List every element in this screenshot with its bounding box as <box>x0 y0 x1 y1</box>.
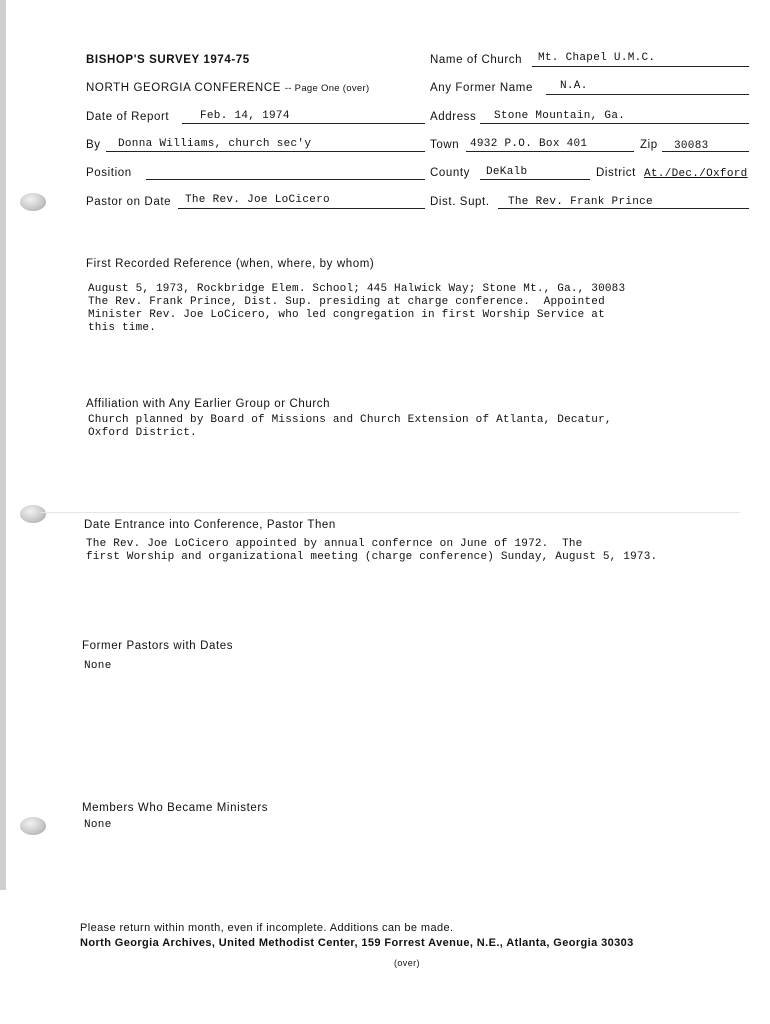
town-line <box>466 151 634 152</box>
footer-address: North Georgia Archives, United Methodist Center, 159 Forrest Avenue, N.E., Atlanta, Georgia 30303 <box>80 937 634 949</box>
faint-fold-line <box>40 512 740 513</box>
former-name-label: Any Former Name <box>430 82 533 94</box>
affiliation-label: Affiliation with Any Earlier Group or Church <box>86 398 331 410</box>
entrance-line: The Rev. Joe LoCicero appointed by annual confernce on June of 1972. The <box>86 538 583 550</box>
county-line <box>480 179 590 180</box>
by-value: Donna Williams, church sec'y <box>118 138 312 150</box>
affiliation-line: Oxford District. <box>88 427 197 439</box>
entrance-text <box>86 538 657 564</box>
date-of-report-line <box>182 123 425 124</box>
district-label: District <box>596 167 636 179</box>
town-value: 4932 P.O. Box 401 <box>470 138 588 150</box>
first-reference-text <box>88 283 625 335</box>
date-of-report-value: Feb. 14, 1974 <box>200 110 290 122</box>
zip-label: Zip <box>640 139 658 151</box>
by-line <box>106 151 425 152</box>
first-reference-label: First Recorded Reference (when, where, by whom) <box>86 258 375 270</box>
former-pastors-value: None <box>84 660 112 672</box>
conference-name: NORTH GEORGIA CONFERENCE <box>86 82 282 94</box>
address-value: Stone Mountain, Ga. <box>494 110 626 122</box>
pastor-on-date-value: The Rev. Joe LoCicero <box>185 194 330 206</box>
page-edge-shadow <box>0 0 6 890</box>
first-reference-line: this time. <box>88 322 157 334</box>
conference-title <box>86 82 369 94</box>
date-of-report-label: Date of Report <box>86 111 170 123</box>
punch-hole <box>20 193 46 211</box>
former-name-line <box>546 94 749 95</box>
former-name-value: N.A. <box>560 80 588 92</box>
town-label: Town <box>430 139 460 151</box>
first-reference-line: The Rev. Frank Prince, Dist. Sup. presiding at charge conference. Appointed <box>88 296 605 308</box>
pastor-on-date-line <box>178 208 425 209</box>
district-value: At./Dec./Oxford <box>644 168 748 180</box>
affiliation-text <box>88 414 612 440</box>
address-line <box>480 123 749 124</box>
dist-supt-label: Dist. Supt. <box>430 196 490 208</box>
address-label: Address <box>430 111 477 123</box>
pastor-on-date-label: Pastor on Date <box>86 196 172 208</box>
name-of-church-label: Name of Church <box>430 54 523 66</box>
members-ministers-label: Members Who Became Ministers <box>82 802 269 814</box>
county-label: County <box>430 167 471 179</box>
footer-over: (over) <box>394 958 420 968</box>
first-reference-line: August 5, 1973, Rockbridge Elem. School; 445 Halwick Way; Stone Mt., Ga., 30083 <box>88 283 626 295</box>
name-of-church-line <box>532 66 749 67</box>
punch-hole <box>20 817 46 835</box>
dist-supt-line <box>498 208 749 209</box>
by-label: By <box>86 139 101 151</box>
members-ministers-value: None <box>84 819 112 831</box>
footer-instructions: Please return within month, even if incomplete. Additions can be made. <box>80 922 454 934</box>
first-reference-line: Minister Rev. Joe LoCicero, who led congregation in first Worship Service at <box>88 309 605 321</box>
entrance-line: first Worship and organizational meeting (charge conference) Sunday, August 5, 1973. <box>86 551 658 563</box>
position-line <box>146 179 425 180</box>
dist-supt-value: The Rev. Frank Prince <box>508 196 653 208</box>
entrance-label: Date Entrance into Conference, Pastor Then <box>84 519 336 531</box>
punch-hole <box>20 505 46 523</box>
county-value: DeKalb <box>486 166 528 178</box>
position-label: Position <box>86 167 132 179</box>
zip-value: 30083 <box>674 140 709 152</box>
conference-note: -- Page One (over) <box>284 83 370 94</box>
name-of-church-value: Mt. Chapel U.M.C. <box>538 52 656 64</box>
former-pastors-label: Former Pastors with Dates <box>82 640 234 652</box>
affiliation-line: Church planned by Board of Missions and Church Extension of Atlanta, Decatur, <box>88 414 612 426</box>
survey-title: BISHOP'S SURVEY 1974-75 <box>86 54 250 66</box>
